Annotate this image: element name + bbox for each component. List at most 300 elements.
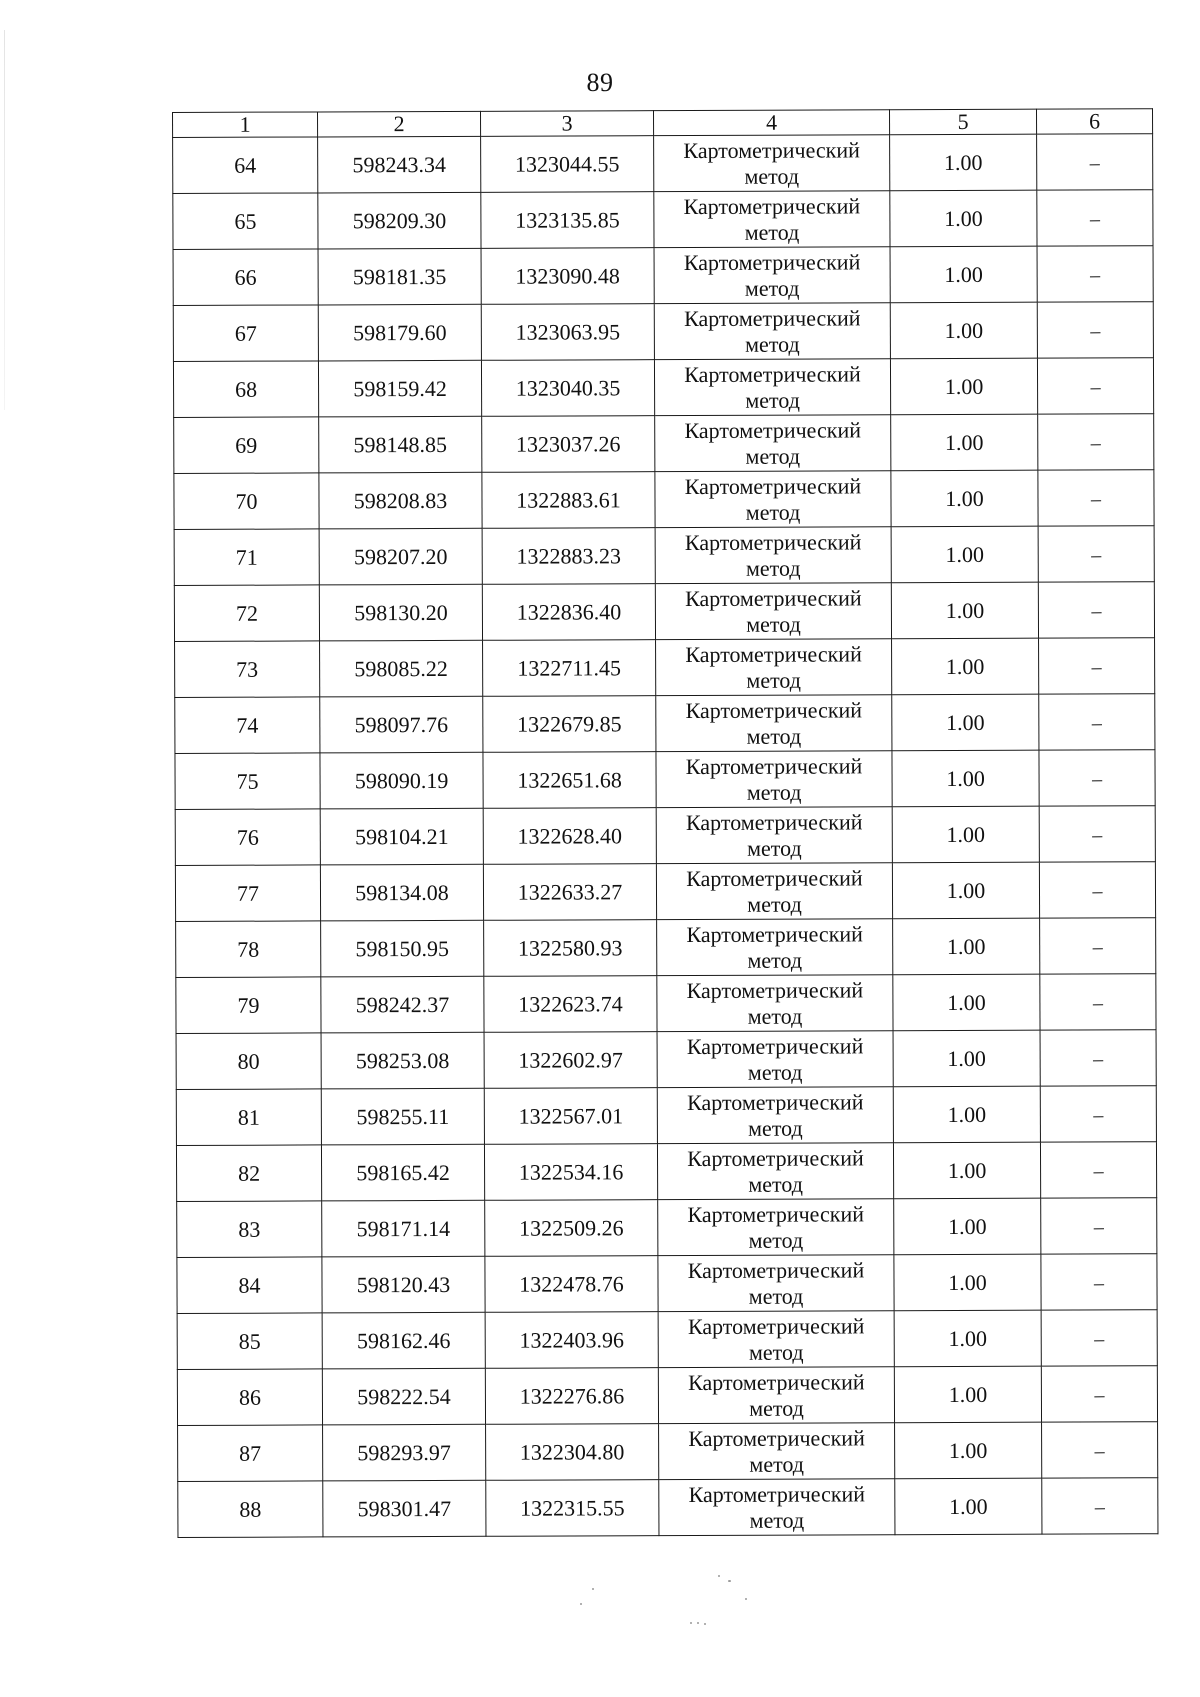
cell-point-number-text: 85 xyxy=(238,1328,261,1354)
cell-description xyxy=(1040,974,1156,1030)
cell-coordinate-x-text: 598097.76 xyxy=(354,711,449,737)
cell-method-text: Картометрический метод xyxy=(688,1480,866,1533)
cell-coordinate-y xyxy=(485,1200,658,1257)
cell-description xyxy=(1037,190,1153,246)
cell-point-number xyxy=(176,977,321,1034)
cell-description xyxy=(1037,302,1153,358)
header-cell: 1 xyxy=(173,112,318,138)
table-row xyxy=(173,358,1153,418)
cell-point-number-text: 83 xyxy=(238,1216,261,1242)
table-row xyxy=(178,1478,1158,1538)
table-row xyxy=(177,1310,1157,1370)
cell-point-number-text: 67 xyxy=(234,320,257,346)
cell-point-number xyxy=(177,1313,322,1370)
cell-coordinate-y-text: 1322633.27 xyxy=(517,878,623,905)
cell-description-text: – xyxy=(1094,1439,1105,1462)
cell-description-text: – xyxy=(1093,1047,1104,1070)
cell-point-number-text: 70 xyxy=(235,488,258,514)
cell-description xyxy=(1038,526,1154,582)
cell-accuracy-text: 1.00 xyxy=(949,1493,988,1519)
cell-coordinate-y-text: 1322602.97 xyxy=(518,1046,623,1073)
cell-coordinate-x xyxy=(320,640,483,697)
cell-accuracy xyxy=(892,806,1039,863)
cell-description xyxy=(1041,1310,1157,1366)
cell-method xyxy=(659,1479,895,1536)
cell-accuracy xyxy=(892,862,1039,919)
cell-point-number xyxy=(178,1481,323,1538)
header-cell: 2 xyxy=(318,111,481,137)
cell-accuracy xyxy=(892,750,1039,807)
cell-point-number xyxy=(173,193,318,250)
table-row xyxy=(173,302,1153,362)
cell-point-number-text: 75 xyxy=(236,768,259,794)
cell-accuracy xyxy=(894,1254,1041,1311)
cell-accuracy xyxy=(891,526,1038,583)
cell-accuracy-text: 1.00 xyxy=(947,1101,987,1127)
cell-description-text: – xyxy=(1094,1383,1105,1406)
table-row xyxy=(177,1254,1157,1314)
cell-coordinate-y-text: 1322567.01 xyxy=(518,1102,624,1129)
cell-point-number xyxy=(176,1145,321,1202)
cell-point-number-text: 87 xyxy=(239,1440,262,1466)
cell-method-text: Картометрический метод xyxy=(687,1312,865,1365)
cell-accuracy xyxy=(895,1478,1042,1535)
cell-point-number xyxy=(174,473,319,530)
cell-coordinate-y-text: 1323090.48 xyxy=(515,262,620,289)
cell-accuracy xyxy=(891,414,1038,471)
cell-description-text: – xyxy=(1094,1327,1105,1350)
cell-coordinate-x xyxy=(323,1424,486,1481)
cell-method xyxy=(654,247,890,304)
cell-method-text: Картометрический метод xyxy=(685,640,862,693)
cell-coordinate-x xyxy=(321,1032,484,1089)
table-row xyxy=(177,1198,1157,1258)
page-number: 89 xyxy=(586,68,614,97)
cell-coordinate-y-text: 1322628.40 xyxy=(517,822,623,849)
table-row xyxy=(173,246,1153,306)
cell-point-number-text: 66 xyxy=(234,264,257,290)
cell-coordinate-x-text: 598148.85 xyxy=(353,431,448,457)
cell-method-text: Картометрический метод xyxy=(687,1200,865,1253)
cell-coordinate-y-text: 1322403.96 xyxy=(519,1326,625,1353)
scan-speck xyxy=(592,1588,594,1590)
cell-method xyxy=(657,975,893,1032)
cell-coordinate-x xyxy=(319,528,482,585)
cell-point-number xyxy=(175,865,320,922)
cell-point-number-text: 76 xyxy=(236,824,259,850)
cell-coordinate-x-text: 598243.34 xyxy=(352,151,446,177)
cell-coordinate-x-text: 598293.97 xyxy=(357,1439,451,1465)
cell-coordinate-x-text: 598255.11 xyxy=(356,1103,450,1129)
cell-accuracy xyxy=(894,1310,1041,1367)
table-header-row xyxy=(173,109,1153,138)
scan-speck xyxy=(580,1603,582,1605)
cell-coordinate-y-text: 1322509.26 xyxy=(518,1214,624,1241)
cell-description-text: – xyxy=(1093,1159,1104,1182)
cell-point-number-text: 71 xyxy=(235,544,258,570)
cell-coordinate-x xyxy=(320,696,483,753)
cell-point-number-text: 88 xyxy=(239,1496,262,1522)
cell-coordinate-x xyxy=(318,136,481,193)
cell-coordinate-y xyxy=(481,136,654,193)
table-body xyxy=(173,109,1158,1538)
cell-method-text: Картометрический метод xyxy=(687,1144,864,1197)
cell-point-number xyxy=(177,1201,322,1258)
cell-accuracy xyxy=(892,638,1039,695)
cell-point-number-text: 65 xyxy=(234,208,257,234)
table-row xyxy=(174,470,1154,530)
cell-description xyxy=(1037,134,1153,190)
cell-coordinate-y xyxy=(484,1088,657,1145)
cell-point-number-text: 77 xyxy=(236,880,260,906)
cell-point-number xyxy=(173,249,318,306)
cell-coordinate-y-text: 1322304.80 xyxy=(519,1438,625,1465)
table-row xyxy=(177,1366,1157,1426)
cell-coordinate-y xyxy=(484,1032,657,1089)
cell-description xyxy=(1042,1422,1158,1478)
cell-accuracy-text: 1.00 xyxy=(948,1325,988,1351)
cell-coordinate-y-text: 1322836.40 xyxy=(516,598,622,625)
cell-coordinate-y-text: 1322651.68 xyxy=(517,766,622,793)
cell-accuracy-text: 1.00 xyxy=(946,821,986,847)
cell-description xyxy=(1042,1478,1158,1534)
cell-accuracy-text: 1.00 xyxy=(944,205,983,231)
cell-accuracy xyxy=(893,1086,1040,1143)
cell-method xyxy=(654,191,890,248)
cell-point-number xyxy=(178,1425,323,1482)
cell-description-text: – xyxy=(1090,375,1101,398)
cell-method xyxy=(654,303,890,360)
cell-coordinate-x xyxy=(319,472,482,529)
cell-coordinate-x xyxy=(323,1480,486,1537)
cell-coordinate-y-text: 1323037.26 xyxy=(515,430,621,457)
cell-coordinate-y-text: 1323135.85 xyxy=(515,206,620,233)
cell-coordinate-x xyxy=(319,584,482,641)
cell-coordinate-x-text: 598165.42 xyxy=(356,1159,450,1185)
cell-accuracy-text: 1.00 xyxy=(944,373,984,399)
cell-coordinate-x-text: 598159.42 xyxy=(353,375,447,401)
cell-coordinate-y xyxy=(482,472,655,529)
cell-accuracy xyxy=(892,694,1039,751)
cell-method xyxy=(656,807,892,864)
cell-method-text: Картометрический метод xyxy=(684,360,861,413)
table-row xyxy=(176,1142,1156,1202)
cell-point-number xyxy=(173,137,318,194)
cell-description xyxy=(1040,1086,1156,1142)
cell-point-number xyxy=(177,1257,322,1314)
cell-coordinate-y xyxy=(484,1144,657,1201)
cell-description xyxy=(1038,414,1154,470)
cell-method xyxy=(657,919,893,976)
cell-method-text: Картометрический метод xyxy=(685,808,863,861)
cell-coordinate-x-text: 598120.43 xyxy=(356,1271,451,1297)
cell-description-text: – xyxy=(1093,1103,1104,1126)
cell-description xyxy=(1041,1198,1157,1254)
cell-point-number xyxy=(175,753,320,810)
cell-method-text: Картометрический метод xyxy=(688,1424,865,1477)
table-row xyxy=(176,974,1156,1034)
cell-coordinate-x xyxy=(320,808,483,865)
cell-method xyxy=(657,1087,893,1144)
cell-description-text: – xyxy=(1091,711,1102,734)
cell-accuracy xyxy=(890,302,1037,359)
cell-method xyxy=(658,1311,894,1368)
cell-point-number-text: 64 xyxy=(234,152,257,178)
cell-coordinate-x xyxy=(319,416,482,473)
cell-coordinate-x-text: 598134.08 xyxy=(355,879,449,905)
cell-method-text: Картометрический метод xyxy=(686,864,863,917)
cell-method xyxy=(659,1423,895,1480)
cell-coordinate-x xyxy=(322,1368,485,1425)
table-row xyxy=(175,806,1155,866)
cell-point-number-text: 73 xyxy=(236,656,259,682)
cell-accuracy-text: 1.00 xyxy=(943,149,983,175)
cell-accuracy-text: 1.00 xyxy=(946,765,985,791)
cell-method xyxy=(656,751,892,808)
cell-description xyxy=(1037,246,1153,302)
header-cell: 4 xyxy=(653,110,889,136)
cell-point-number xyxy=(175,641,320,698)
cell-coordinate-y xyxy=(486,1480,659,1537)
cell-method-text: Картометрический метод xyxy=(685,696,863,749)
cell-accuracy-text: 1.00 xyxy=(947,1157,987,1183)
cell-coordinate-x-text: 598207.20 xyxy=(353,543,448,569)
cell-coordinate-x-text: 598208.83 xyxy=(353,487,448,513)
cell-description xyxy=(1039,694,1155,750)
cell-point-number-text: 78 xyxy=(237,936,260,962)
table-row xyxy=(173,134,1153,194)
cell-coordinate-x xyxy=(322,1200,485,1257)
cell-coordinate-x xyxy=(321,976,484,1033)
cell-point-number xyxy=(177,1369,322,1426)
cell-method-text: Картометрический метод xyxy=(683,136,860,189)
cell-coordinate-x-text: 598090.19 xyxy=(354,767,449,793)
table-row xyxy=(174,582,1154,642)
cell-coordinate-x xyxy=(320,864,483,921)
cell-coordinate-x xyxy=(320,752,483,809)
cell-accuracy-text: 1.00 xyxy=(946,933,986,959)
cell-point-number-text: 80 xyxy=(237,1048,260,1074)
cell-coordinate-x xyxy=(322,1256,485,1313)
cell-point-number-text: 82 xyxy=(238,1160,261,1186)
cell-accuracy-text: 1.00 xyxy=(944,429,984,455)
cell-description-text: – xyxy=(1090,431,1101,454)
cell-coordinate-x-text: 598222.54 xyxy=(357,1383,451,1409)
cell-accuracy-text: 1.00 xyxy=(944,317,984,343)
cell-coordinate-x-text: 598301.47 xyxy=(357,1495,452,1521)
cell-accuracy xyxy=(893,1142,1040,1199)
cell-point-number xyxy=(174,417,319,474)
cell-method xyxy=(656,695,892,752)
cell-accuracy xyxy=(890,246,1037,303)
cell-accuracy-text: 1.00 xyxy=(946,877,986,903)
cell-method-text: Картометрический метод xyxy=(688,1368,865,1421)
cell-accuracy-text: 1.00 xyxy=(945,653,985,679)
cell-coordinate-y-text: 1322711.45 xyxy=(517,654,622,681)
cell-method xyxy=(654,359,890,416)
cell-coordinate-y xyxy=(481,248,654,305)
cell-coordinate-y xyxy=(481,192,654,249)
cell-coordinate-x-text: 598085.22 xyxy=(354,655,448,681)
cell-method xyxy=(658,1199,894,1256)
cell-description xyxy=(1041,1254,1157,1310)
cell-accuracy-text: 1.00 xyxy=(945,597,985,623)
cell-coordinate-x xyxy=(318,248,481,305)
cell-method-text: Картометрический метод xyxy=(684,528,862,581)
cell-accuracy-text: 1.00 xyxy=(944,261,983,287)
cell-method xyxy=(656,639,892,696)
cell-coordinate-y xyxy=(483,864,656,921)
cell-method xyxy=(655,527,891,584)
scan-speck xyxy=(718,1575,720,1577)
cell-coordinate-y-text: 1322276.86 xyxy=(519,1382,625,1409)
coordinates-table xyxy=(172,108,1158,1538)
cell-coordinate-y-text: 1322478.76 xyxy=(519,1270,624,1297)
cell-accuracy xyxy=(895,1422,1042,1479)
cell-method-text: Картометрический метод xyxy=(686,920,863,973)
cell-description-text: – xyxy=(1094,1495,1105,1518)
scan-speck xyxy=(745,1598,747,1600)
cell-coordinate-y xyxy=(481,360,654,417)
header-cell: 5 xyxy=(889,109,1036,135)
cell-description xyxy=(1039,638,1155,694)
cell-description xyxy=(1040,1142,1156,1198)
cell-method xyxy=(658,1255,894,1312)
cell-coordinate-x xyxy=(318,360,481,417)
cell-coordinate-y xyxy=(485,1368,658,1425)
cell-accuracy xyxy=(893,918,1040,975)
cell-point-number xyxy=(174,529,319,586)
cell-method-text: Картометрический метод xyxy=(686,1032,864,1085)
cell-coordinate-y xyxy=(482,528,655,585)
cell-description-text: – xyxy=(1093,1271,1105,1294)
cell-description xyxy=(1039,862,1155,918)
cell-accuracy-text: 1.00 xyxy=(945,485,984,511)
cell-description-text: – xyxy=(1092,935,1103,958)
cell-description xyxy=(1037,358,1153,414)
cell-accuracy xyxy=(890,358,1037,415)
header-cell: 3 xyxy=(480,111,653,137)
cell-coordinate-x-text: 598242.37 xyxy=(355,991,450,1017)
cell-accuracy-text: 1.00 xyxy=(948,1381,988,1407)
cell-description xyxy=(1038,470,1154,526)
cell-description-text: – xyxy=(1090,487,1102,510)
header-cell: 6 xyxy=(1036,109,1152,134)
table-row xyxy=(176,1030,1156,1090)
cell-point-number-text: 86 xyxy=(238,1384,261,1410)
cell-coordinate-y xyxy=(484,976,657,1033)
table-row xyxy=(176,1086,1156,1146)
cell-point-number xyxy=(174,585,319,642)
cell-point-number-text: 84 xyxy=(238,1272,261,1298)
cell-accuracy-text: 1.00 xyxy=(947,1213,987,1239)
cell-method-text: Картометрический метод xyxy=(687,1256,865,1309)
cell-coordinate-y-text: 1322883.23 xyxy=(516,542,622,569)
cell-description-text: – xyxy=(1093,1215,1104,1238)
cell-coordinate-y xyxy=(485,1312,658,1369)
cell-coordinate-y xyxy=(483,640,656,697)
cell-method-text: Картометрический метод xyxy=(685,752,863,805)
cell-method xyxy=(657,1143,893,1200)
scan-speck xyxy=(690,1622,692,1624)
cell-point-number-text: 81 xyxy=(237,1104,260,1130)
cell-coordinate-y-text: 1322883.61 xyxy=(516,486,621,513)
cell-coordinate-x-text: 598162.46 xyxy=(356,1327,451,1353)
cell-point-number-text: 72 xyxy=(235,600,258,626)
cell-point-number-text: 74 xyxy=(236,712,259,738)
cell-accuracy xyxy=(894,1198,1041,1255)
cell-accuracy xyxy=(890,134,1037,191)
cell-method xyxy=(658,1367,894,1424)
cell-accuracy-text: 1.00 xyxy=(948,1269,987,1295)
cell-method xyxy=(657,1031,893,1088)
cell-method-text: Картометрический метод xyxy=(685,584,862,637)
table-row xyxy=(175,862,1155,922)
cell-description-text: – xyxy=(1089,151,1100,174)
cell-accuracy xyxy=(893,974,1040,1031)
cell-point-number xyxy=(175,697,320,754)
cell-method-text: Картометрический метод xyxy=(683,248,861,301)
cell-point-number-text: 68 xyxy=(235,376,258,402)
cell-method-text: Картометрический метод xyxy=(683,192,861,245)
cell-coordinate-x xyxy=(321,1144,484,1201)
scan-speck xyxy=(704,1623,706,1625)
cell-method xyxy=(655,471,891,528)
cell-coordinate-y-text: 1323063.95 xyxy=(515,318,621,345)
cell-point-number-text: 69 xyxy=(235,432,258,458)
table-row xyxy=(174,526,1154,586)
cell-description-text: – xyxy=(1091,599,1102,622)
cell-description-text: – xyxy=(1092,991,1103,1014)
scan-speck xyxy=(728,1580,731,1582)
cell-description-text: – xyxy=(1090,263,1101,286)
cell-accuracy xyxy=(891,470,1038,527)
cell-coordinate-y-text: 1322580.93 xyxy=(517,934,623,961)
cell-accuracy-text: 1.00 xyxy=(948,1437,988,1463)
cell-accuracy-text: 1.00 xyxy=(947,1045,986,1071)
cell-method xyxy=(655,415,891,472)
cell-accuracy-text: 1.00 xyxy=(946,709,985,735)
cell-accuracy xyxy=(891,582,1038,639)
cell-accuracy-text: 1.00 xyxy=(947,989,986,1015)
cell-coordinate-y-text: 1322679.85 xyxy=(517,710,622,737)
cell-method xyxy=(654,135,890,192)
cell-coordinate-y-text: 1323044.55 xyxy=(514,150,620,177)
table-row xyxy=(176,918,1156,978)
cell-point-number-text: 79 xyxy=(237,992,260,1018)
cell-coordinate-x-text: 598150.95 xyxy=(355,935,450,961)
cell-coordinate-x xyxy=(318,192,481,249)
table-row xyxy=(175,694,1155,754)
cell-point-number xyxy=(176,1089,321,1146)
cell-coordinate-y-text: 1323040.35 xyxy=(515,374,621,401)
table-row xyxy=(175,638,1155,698)
cell-method xyxy=(655,583,891,640)
cell-coordinate-y xyxy=(484,920,657,977)
cell-accuracy xyxy=(890,190,1037,247)
cell-point-number xyxy=(176,921,321,978)
cell-point-number xyxy=(173,361,318,418)
cell-coordinate-x-text: 598179.60 xyxy=(353,319,447,345)
cell-description xyxy=(1039,750,1155,806)
cell-coordinate-x xyxy=(321,920,484,977)
cell-description-text: – xyxy=(1091,543,1102,566)
cell-accuracy-text: 1.00 xyxy=(945,541,985,567)
cell-method-text: Картометрический метод xyxy=(684,472,862,525)
cell-coordinate-y xyxy=(482,416,655,473)
cell-coordinate-y xyxy=(482,584,655,641)
table-row xyxy=(175,750,1155,810)
